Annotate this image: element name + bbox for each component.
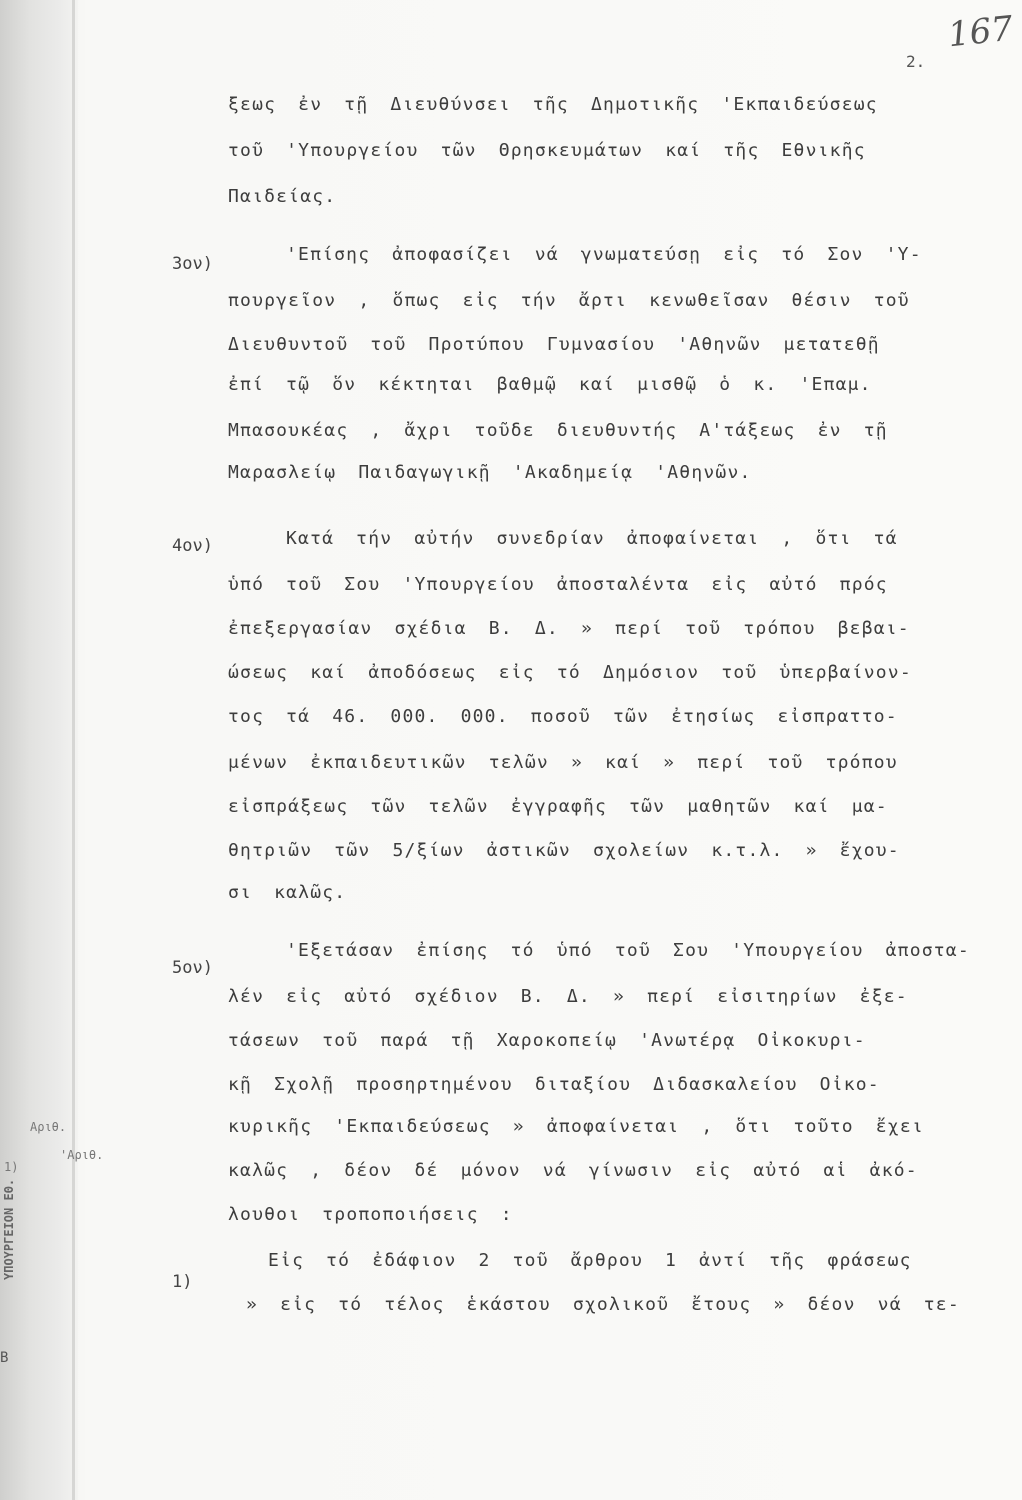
paragraph-label: 3ον) [172,254,213,274]
paragraph-label: 1) [172,1272,193,1292]
text-line: εἰσπράξεως τῶν τελῶν ἐγγραφῆς τῶν μαθητῶν καί μα- [228,796,888,817]
margin-note: 1) [4,1160,19,1174]
text-line: Μαρασλείῳ Παιδαγωγικῇ 'Ακαδημείᾳ 'Αθηνῶν. [228,462,752,483]
margin-note: 'Αριθ. [60,1148,104,1162]
text-line: καλῶς , δέον δέ μόνον νά γίνωσιν εἰς αὐτό αἱ ἀκό- [228,1160,918,1181]
text-line: τοῦ 'Υπουργείου τῶν Θρησκευμάτων καί τῆς Εθνικῆς [228,140,866,161]
text-line: τάσεων τοῦ παρά τῇ Χαροκοπείῳ 'Ανωτέρᾳ Οἰκοκυρι- [228,1030,866,1051]
paragraph-label: 4ον) [172,536,213,556]
text-line: 'Επίσης ἀποφασίζει νά γνωματεύσῃ εἰς τό Σον 'Υ- [286,244,922,265]
text-line: σι καλῶς. [228,882,347,903]
text-line: πουργεῖον , ὅπως εἰς τήν ἄρτι κενωθεῖσαν θέσιν τοῦ [228,290,910,311]
margin-stamp: ΥΠΟΥΡΓΕΙΟΝ ΕΘ. [2,1178,16,1280]
text-line: 'Εξετάσαν ἐπίσης τό ὑπό τοῦ Σου 'Υπουργείου ἀποστα- [286,940,970,961]
text-line: μένων ἐκπαιδευτικῶν τελῶν » καί » περί τοῦ τρόπου [228,752,898,773]
text-line: » εἰς τό τέλος ἑκάστου σχολικοῦ ἔτους » δέον νά τε- [246,1294,960,1315]
binding-edge [72,0,75,1500]
text-line: Εἰς τό ἐδάφιον 2 τοῦ ἄρθρου 1 ἀντί τῆς φράσεως [268,1250,912,1271]
text-line: κῇ Σχολῇ προσηρτημένου διταξίου Διδασκαλείου Οἰκο- [228,1074,880,1095]
text-line: Παιδείας. [228,186,337,207]
page-number: 2. [906,52,926,71]
folio-number: 167 [946,8,1015,56]
text-line: ώσεως καί ἀποδόσεως εἰς τό Δημόσιον τοῦ ὑπερβαίνον- [228,662,912,683]
text-line: ὑπό τοῦ Σου 'Υπουργείου ἀποσταλέντα εἰς αὐτό πρός [228,574,888,595]
text-line: ἐπί τῷ ὅν κέκτηται βαθμῷ καί μισθῷ ὁ κ. 'Επαμ. [228,374,872,395]
text-line: κυρικῆς 'Εκπαιδεύσεως » ἀποφαίνεται , ὅτι τοῦτο ἔχει [228,1116,924,1137]
text-line: ἐπεξεργασίαν σχέδια Β. Δ. » περί τοῦ τρόπου βεβαι- [228,618,910,639]
margin-stamp-letter: B [0,1350,9,1366]
text-line: λέν εἰς αὐτό σχέδιον Β. Δ. » περί εἰσιτηρίων ἐξε- [228,986,908,1007]
text-line: Μπασουκέας , ἄχρι τοῦδε διευθυντής Α'τάξεως ἐν τῇ [228,420,888,441]
text-line: Κατά τήν αὐτήν συνεδρίαν ἀποφαίνεται , ὅτι τά [286,528,898,549]
text-line: θητριῶν τῶν 5/ξίων ἀστικῶν σχολείων κ.τ.λ. » ἔχου- [228,840,900,861]
margin-note: Αριθ. [30,1120,67,1134]
paragraph-label: 5ον) [172,958,213,978]
text-line: Διευθυντοῦ τοῦ Προτύπου Γυμνασίου 'Αθηνῶν μετατεθῇ [228,334,880,355]
text-line: τος τά 46. 000. 000. ποσοῦ τῶν ἐτησίως εἰσπραττο- [228,706,898,727]
text-line: ξεως ἐν τῇ Διευθύνσει τῆς Δημοτικῆς 'Εκπαιδεύσεως [228,94,878,115]
text-line: λουθοι τροποποιήσεις : [228,1204,513,1225]
